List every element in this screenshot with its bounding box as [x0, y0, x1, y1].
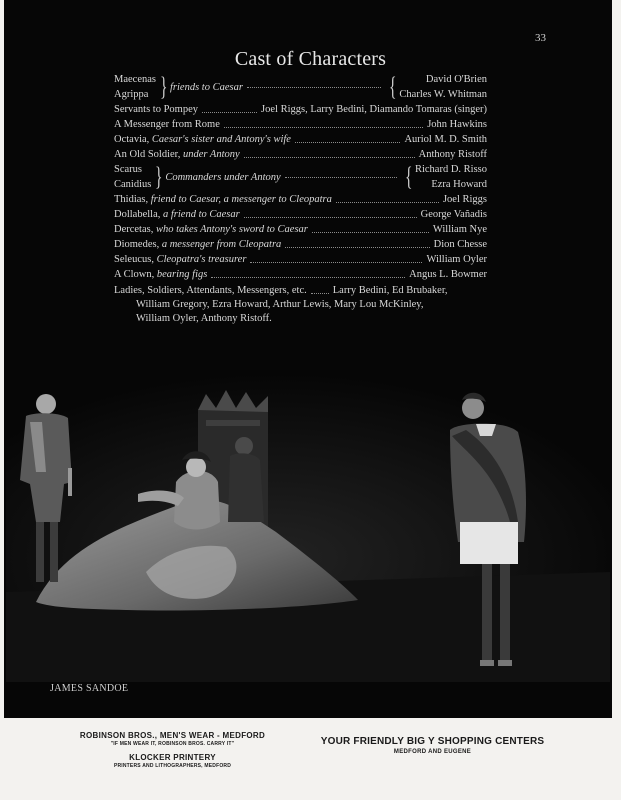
dot-leader: [202, 112, 257, 113]
ad-robinson-klocker: [60, 731, 285, 769]
dot-leader: [244, 157, 415, 158]
role-label: A Clown,: [114, 269, 155, 280]
actor-name: Joel Riggs, Larry Bedini, Diamando Tomaras (singer): [261, 104, 487, 115]
ad-line: YOUR FRIENDLY BIG Y SHOPPING CENTERS: [320, 736, 545, 747]
photo-credit: JAMES SANDOE: [50, 683, 129, 694]
dot-leader: [211, 277, 405, 278]
role-description: bearing figs: [156, 269, 208, 280]
cast-group-friends: [114, 72, 487, 102]
role-name: [114, 147, 240, 162]
role-description: under Antony: [183, 149, 240, 160]
ad-line: ROBINSON BROS., MEN'S WEAR - MEDFORD: [79, 731, 266, 740]
role-name: [114, 207, 240, 222]
role-name: [114, 222, 308, 237]
role-name: [114, 237, 281, 252]
role-label: Diomedes,: [114, 239, 160, 250]
cast-row: [114, 252, 487, 267]
ad-subline: PRINTERS AND LITHOGRAPHERS, MEDFORD: [113, 763, 232, 769]
dot-leader: [336, 202, 439, 203]
brace-icon: {: [404, 162, 413, 191]
ensemble-credits: [114, 284, 487, 326]
ad-line: KLOCKER PRINTERY: [129, 753, 216, 762]
dot-leader: [285, 177, 397, 178]
ensemble-actors-continued: William Oyler, Anthony Ristoff.: [136, 313, 272, 324]
role-name: [114, 192, 332, 207]
actor-name: Ezra Howard: [431, 179, 487, 190]
footer-ads: [0, 718, 621, 800]
role-name: [114, 252, 246, 267]
cast-list: [114, 72, 487, 326]
actor-name: Joel Riggs: [442, 194, 487, 205]
role-name: Canidius: [114, 179, 152, 190]
role-name: Maecenas: [114, 74, 156, 85]
actor-name: Richard D. Risso: [414, 164, 487, 175]
ad-big-y: [300, 736, 565, 755]
cast-row: [114, 132, 487, 147]
cast-row: [114, 267, 487, 282]
role-description: friend to Caesar, a messenger to Cleopatra: [150, 194, 332, 205]
role-label: Thidias,: [114, 194, 149, 205]
cast-group-commanders: [114, 162, 487, 192]
dot-leader: [247, 87, 382, 88]
actor-name: William Oyler: [426, 254, 487, 265]
cast-row: [114, 222, 487, 237]
role-label: Dercetas,: [114, 224, 154, 235]
role-label: Dollabella,: [114, 209, 161, 220]
actor-name: Dion Chesse: [433, 239, 487, 250]
cast-row: [114, 207, 487, 222]
group-description: friends to Caesar: [169, 81, 243, 93]
role-label: Seleucus,: [114, 254, 154, 265]
role-description: Cleopatra's treasurer: [156, 254, 247, 265]
role-name: [114, 267, 207, 282]
actor-name: Larry Bedini, Ed Brubaker,: [332, 285, 448, 296]
role-description: Caesar's sister and Antony's wife: [151, 134, 291, 145]
page-number: 33: [535, 32, 546, 44]
page-title: Cast of Characters: [234, 48, 387, 70]
role-name: Ladies, Soldiers, Attendants, Messengers, etc.: [114, 285, 307, 296]
dot-leader: [244, 217, 417, 218]
group-description: Commanders under Antony: [165, 171, 281, 183]
cast-row: [114, 102, 487, 117]
actor-name: John Hawkins: [427, 119, 487, 130]
cast-row: [114, 284, 487, 298]
stage-photograph: [6, 372, 610, 682]
role-label: Octavia,: [114, 134, 150, 145]
cast-row: [114, 192, 487, 207]
actor-name: George Vañadis: [420, 209, 487, 220]
actor-name: Angus L. Bowmer: [409, 269, 487, 280]
brace-icon: }: [159, 72, 168, 101]
cast-row: [114, 147, 487, 162]
role-name: Scarus: [114, 164, 142, 175]
dot-leader: [285, 247, 429, 248]
role-name: Servants to Pompey: [114, 104, 198, 115]
dot-leader: [311, 293, 329, 294]
role-name: Agrippa: [114, 89, 149, 100]
role-description: a messenger from Cleopatra: [161, 239, 282, 250]
actor-name: Charles W. Whitman: [399, 89, 487, 100]
role-name: [114, 132, 291, 147]
role-label: An Old Soldier,: [114, 149, 181, 160]
cast-row: [114, 237, 487, 252]
brace-icon: {: [389, 72, 397, 101]
group-roles: [114, 72, 156, 102]
dot-leader: [312, 232, 429, 233]
group-actors: [399, 72, 487, 102]
actor-name: Anthony Ristoff: [418, 149, 487, 160]
actor-name: William Nye: [432, 224, 487, 235]
group-actors: [415, 162, 487, 192]
role-name: A Messenger from Rome: [114, 119, 220, 130]
role-description: a friend to Caesar: [162, 209, 240, 220]
actor-name: Auriol M. D. Smith: [404, 134, 487, 145]
group-roles: [114, 162, 151, 192]
dot-leader: [295, 142, 400, 143]
dot-leader: [250, 262, 422, 263]
dot-leader: [224, 127, 423, 128]
role-description: who takes Antony's sword to Caesar: [155, 224, 308, 235]
brace-icon: }: [155, 162, 163, 191]
ad-slogan: "IF MEN WEAR IT, ROBINSON BROS. CARRY IT": [110, 741, 235, 747]
ad-subline: MEDFORD AND EUGENE: [393, 749, 472, 755]
cast-row: [114, 117, 487, 132]
ensemble-actors-continued: William Gregory, Ezra Howard, Arthur Lewis, Mary Lou McKinley,: [136, 299, 424, 310]
actor-name: David O'Brien: [425, 74, 487, 85]
